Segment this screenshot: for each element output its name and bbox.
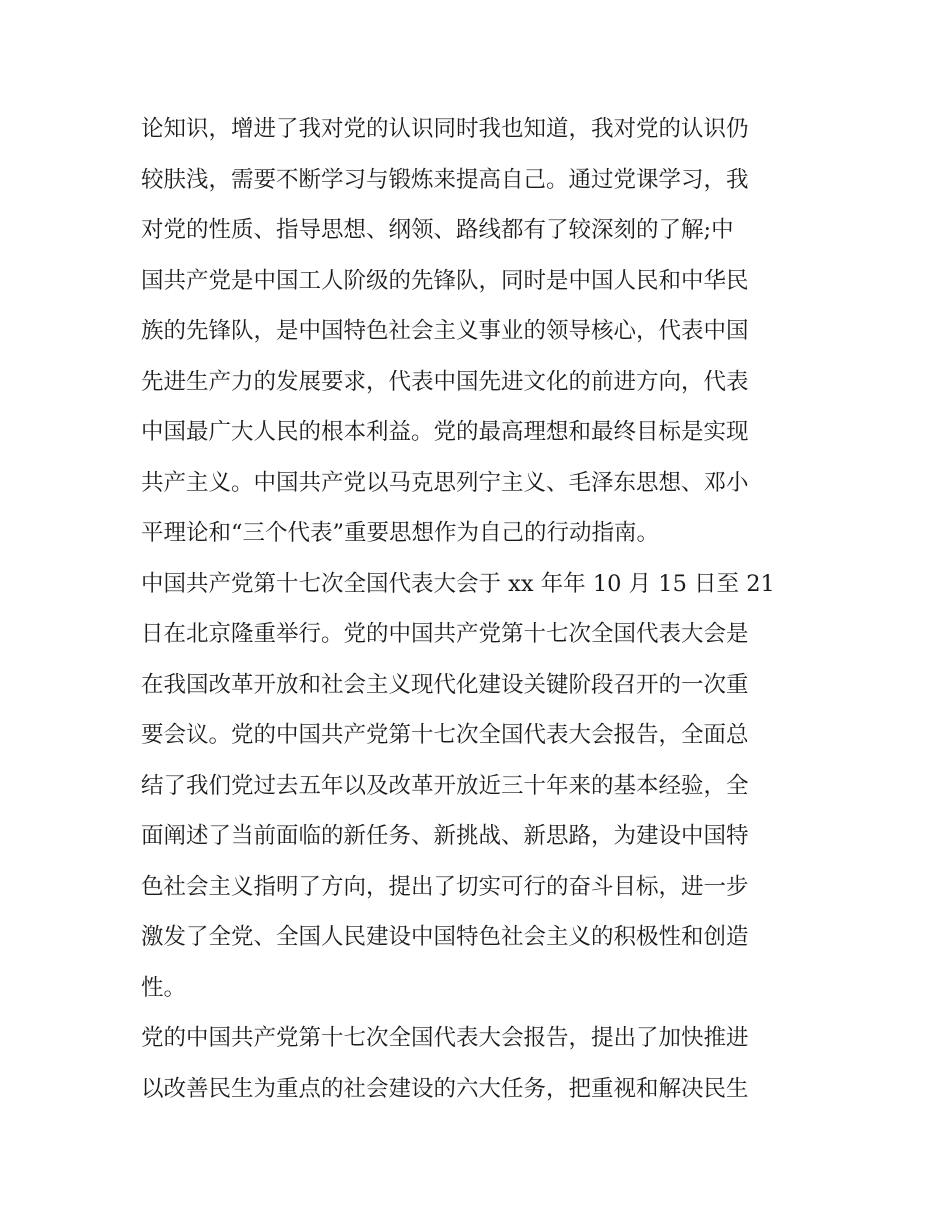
text-line: 中国共产党第十七次全国代表大会于 xx 年年 10 月 15 日至 21 [141, 570, 775, 597]
text-line: 较肤浅，需要不断学习与锻炼来提高自己。通过党课学习，我 [141, 166, 749, 193]
text-line: 色社会主义指明了方向，提出了切实可行的奋斗目标，进一步 [141, 873, 749, 900]
text-line: 中国最广大人民的根本利益。党的最高理想和最终目标是实现 [141, 419, 749, 445]
text-line: 对党的性质、指导思想、纲领、路线都有了较深刻的了解;中 [141, 217, 734, 243]
text-line: 在我国改革开放和社会主义现代化建设关键阶段召开的一次重 [141, 671, 749, 698]
text-line: 国共产党是中国工人阶级的先锋队，同时是中国人民和中华民 [141, 267, 749, 294]
text-line: 性。 [141, 974, 187, 1001]
text-line: 论知识，增进了我对党的认识同时我也知道，我对党的认识仍 [141, 116, 749, 142]
text-line: 以改善民生为重点的社会建设的六大任务，把重视和解决民生 [141, 1075, 749, 1102]
text-line: 党的中国共产党第十七次全国代表大会报告，提出了加快推进 [141, 1025, 749, 1051]
document-body [141, 104, 821, 1114]
text-line: 先进生产力的发展要求，代表中国先进文化的前进方向，代表 [141, 368, 749, 395]
text-line: 日在北京隆重举行。党的中国共产党第十七次全国代表大会是 [141, 621, 749, 647]
text-line: 结了我们党过去五年以及改革开放近三十年来的基本经验，全 [141, 772, 749, 799]
text-line: 族的先锋队，是中国特色社会主义事业的领导核心，代表中国 [141, 318, 749, 344]
text-line: 激发了全党、全国人民建设中国特色社会主义的积极性和创造 [141, 924, 749, 950]
text-line: 要会议。党的中国共产党第十七次全国代表大会报告，全面总 [141, 722, 749, 748]
text-line: 面阐述了当前面临的新任务、新挑战、新思路，为建设中国特 [141, 823, 749, 849]
text-line: 共产主义。中国共产党以马克思列宁主义、毛泽东思想、邓小 [141, 469, 749, 496]
text-line: 平理论和“三个代表”重要思想作为自己的行动指南。 [141, 520, 660, 546]
